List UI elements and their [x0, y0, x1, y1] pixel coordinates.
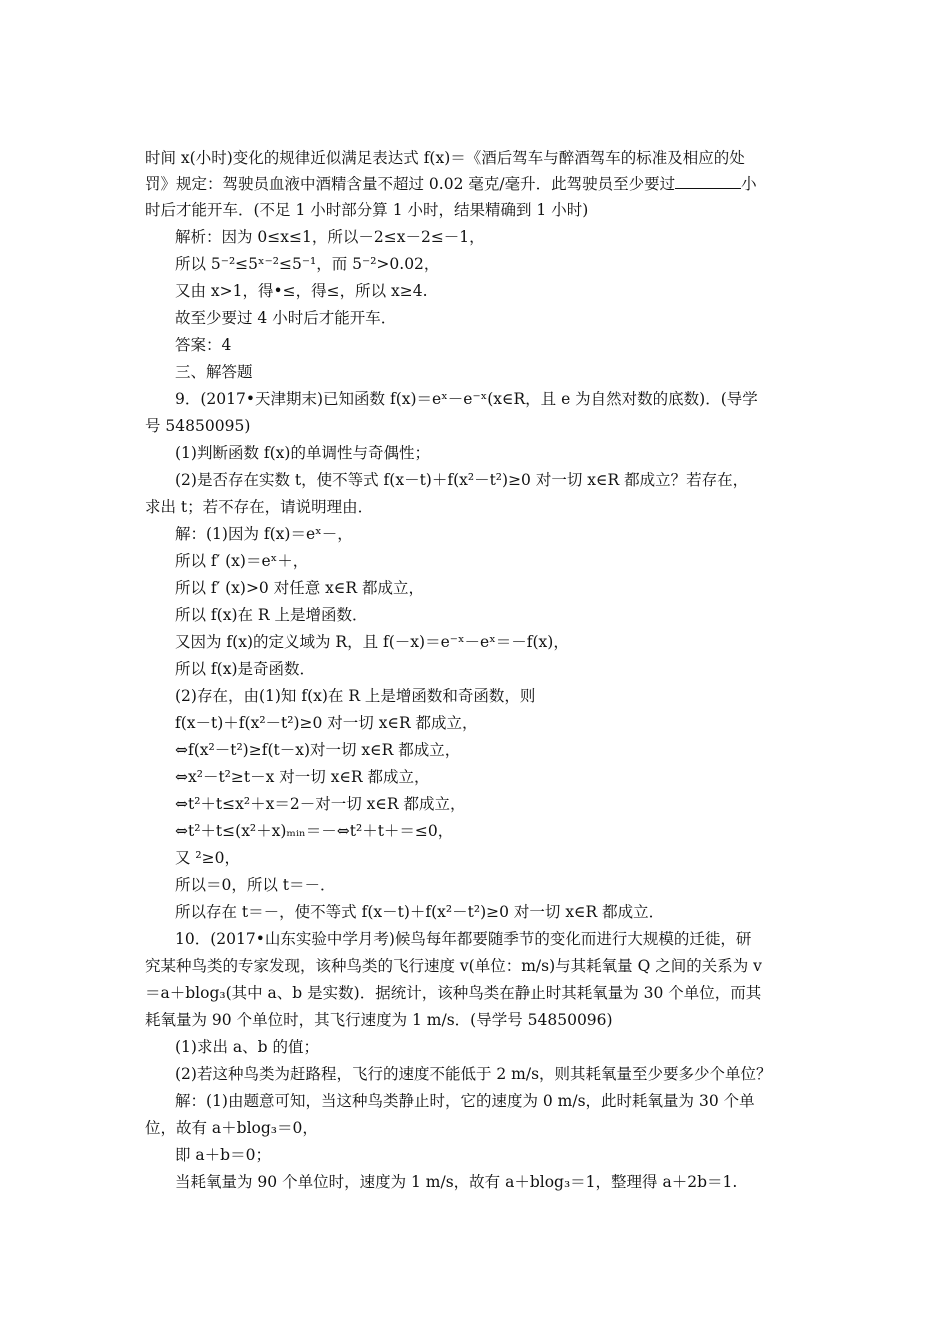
text-line: 故至少要过 4 小时后才能开车．	[175, 309, 397, 327]
section-heading: 三、解答题	[175, 363, 253, 381]
text-line: (1)判断函数 f(x)的单调性与奇偶性；	[175, 444, 430, 462]
text-line: ⇔t²＋t≤(x²＋x)ₘᵢₙ＝－⇔t²＋t＋＝≤0，	[175, 822, 454, 840]
text-line: 所以＝0，所以 t＝－．	[175, 876, 336, 894]
text-line: ＝a＋blog₃(其中 a、b 是实数)．据统计，该种鸟类在静止时其耗氧量为 30 个单位，而其	[145, 984, 762, 1002]
text-line: 解：(1)由题意可知，当这种鸟类静止时，它的速度为 0 m/s，此时耗氧量为 30 个单	[175, 1092, 755, 1110]
text-line: (2)存在，由(1)知 f(x)在 R 上是增函数和奇函数，则	[175, 687, 536, 705]
text-line: 所以 f′ (x)＝eˣ＋，	[175, 552, 309, 570]
answer-blank	[675, 174, 741, 189]
text-line: 时间 x(小时)变化的规律近似满足表达式 f(x)＝《酒后驾车与醉酒驾车的标准及相应的处	[145, 149, 745, 167]
text-line: 所以 f′ (x)>0 对任意 x∈R 都成立，	[175, 579, 424, 597]
text-line: 所以存在 t＝－，使不等式 f(x－t)＋f(x²－t²)≥0 对一切 x∈R 都成立．	[175, 903, 665, 921]
text-line: 究某种鸟类的专家发现，该种鸟类的飞行速度 v(单位：m/s)与其耗氧量 Q 之间的关系为 v	[145, 957, 762, 975]
text-line: ⇔x²－t²≥t－x 对一切 x∈R 都成立，	[175, 768, 430, 786]
text-line-part: 小	[741, 175, 757, 193]
text-line: (2)若这种鸟类为赶路程，飞行的速度不能低于 2 m/s，则其耗氧量至少要多少个单位？	[175, 1065, 772, 1083]
text-line: 当耗氧量为 90 个单位时，速度为 1 m/s，故有 a＋blog₃＝1，整理得 a＋2b＝1.	[175, 1173, 738, 1191]
text-line: 10．(2017•山东实验中学月考)候鸟每年都要随季节的变化而进行大规模的迁徙，研	[175, 930, 752, 948]
text-line: ⇔f(x²－t²)≥f(t－x)对一切 x∈R 都成立，	[175, 741, 461, 759]
text-line: f(x－t)＋f(x²－t²)≥0 对一切 x∈R 都成立，	[175, 714, 478, 732]
text-line: (1)求出 a、b 的值；	[175, 1038, 319, 1056]
text-line: (2)是否存在实数 t，使不等式 f(x－t)＋f(x²－t²)≥0 对一切 x∈R 都成立？若存在，	[175, 471, 749, 489]
text-line: 即 a＋b＝0；	[175, 1146, 271, 1164]
text-line: 位，故有 a＋blog₃＝0，	[145, 1119, 318, 1137]
text-line: 又因为 f(x)的定义域为 R，且 f(－x)＝e⁻ˣ－eˣ＝－f(x)，	[175, 633, 569, 651]
text-line: 号 54850095)	[145, 417, 251, 435]
text-line: 解析：因为 0≤x≤1，所以－2≤x－2≤－1，	[175, 228, 485, 246]
text-line-part: 罚》规定：驾驶员血液中酒精含量不超过 0.02 毫克/毫升．此驾驶员至少要过	[145, 175, 676, 193]
text-line: 又由 x>1，得•≤，得≤，所以 x≥4.	[175, 282, 428, 300]
text-line	[145, 174, 757, 194]
text-line: ⇔t²＋t≤x²＋x＝2－对一切 x∈R 都成立，	[175, 795, 466, 813]
text-line: 时后才能开车．(不足 1 小时部分算 1 小时，结果精确到 1 小时)	[145, 201, 589, 219]
text-line: 又 ²≥0，	[175, 849, 240, 867]
text-line: 所以 5⁻²≤5ˣ⁻²≤5⁻¹，而 5⁻²>0.02，	[175, 255, 440, 273]
text-line: 所以 f(x)是奇函数．	[175, 660, 316, 678]
text-line: 求出 t；若不存在，请说明理由．	[145, 498, 374, 516]
text-line: 所以 f(x)在 R 上是增函数．	[175, 606, 368, 624]
text-line: 9．(2017•天津期末)已知函数 f(x)＝eˣ－e⁻ˣ(x∈R，且 e 为自然对数的底数)．(导学	[175, 390, 758, 408]
text-line: 答案：4	[175, 336, 232, 354]
text-line: 解：(1)因为 f(x)＝eˣ－，	[175, 525, 353, 543]
text-line: 耗氧量为 90 个单位时，其飞行速度为 1 m/s．(导学号 54850096)	[145, 1011, 613, 1029]
